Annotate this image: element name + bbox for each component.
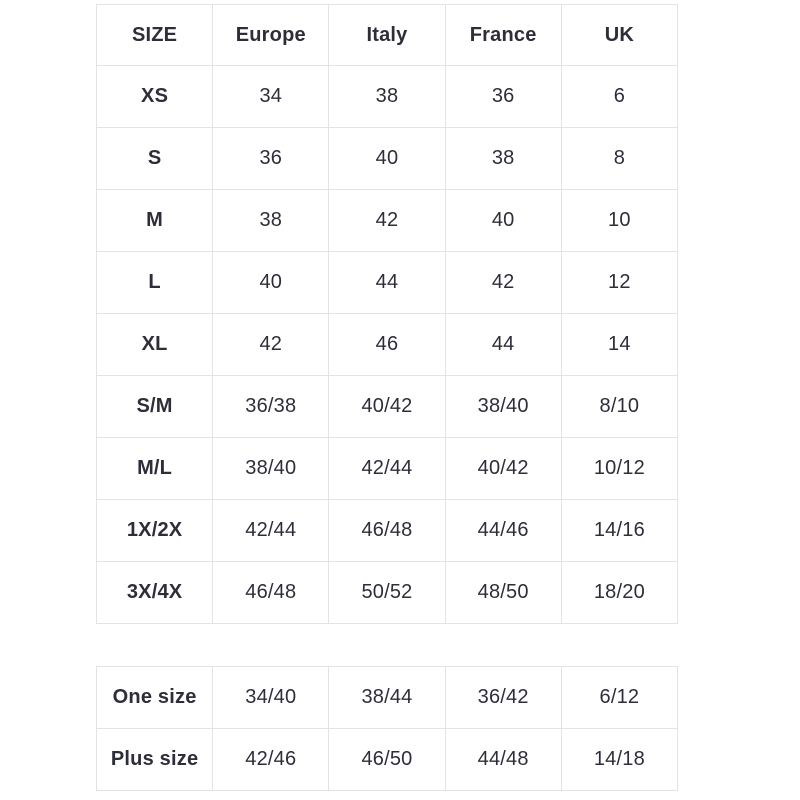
table-row-s [97, 128, 678, 190]
france-value: 38 [445, 128, 561, 190]
europe-value: 38/40 [213, 438, 329, 500]
italy-value: 38/44 [329, 667, 445, 729]
italy-value: 44 [329, 252, 445, 314]
size-label: S [97, 128, 213, 190]
france-value: 36/42 [445, 667, 561, 729]
column-header-europe: Europe [213, 5, 329, 66]
special-size-table [96, 666, 678, 791]
size-label: L [97, 252, 213, 314]
uk-value: 6 [561, 66, 677, 128]
table-row-3x4x [97, 562, 678, 624]
italy-value: 46 [329, 314, 445, 376]
column-header-uk: UK [561, 5, 677, 66]
size-label: Plus size [97, 729, 213, 791]
uk-value: 6/12 [561, 667, 677, 729]
europe-value: 38 [213, 190, 329, 252]
europe-value: 40 [213, 252, 329, 314]
uk-value: 14/16 [561, 500, 677, 562]
table-row-xl [97, 314, 678, 376]
size-label: 1X/2X [97, 500, 213, 562]
france-value: 38/40 [445, 376, 561, 438]
europe-value: 42 [213, 314, 329, 376]
size-label: One size [97, 667, 213, 729]
table-row-l [97, 252, 678, 314]
table-row-sm [97, 376, 678, 438]
europe-value: 34/40 [213, 667, 329, 729]
france-value: 36 [445, 66, 561, 128]
italy-value: 42/44 [329, 438, 445, 500]
europe-value: 34 [213, 66, 329, 128]
header-row [97, 5, 678, 66]
size-label: M [97, 190, 213, 252]
size-label: XS [97, 66, 213, 128]
france-value: 44/48 [445, 729, 561, 791]
size-label: M/L [97, 438, 213, 500]
special-size-table-container [96, 666, 678, 791]
table-row-ml [97, 438, 678, 500]
france-value: 44 [445, 314, 561, 376]
uk-value: 8/10 [561, 376, 677, 438]
europe-value: 46/48 [213, 562, 329, 624]
france-value: 44/46 [445, 500, 561, 562]
uk-value: 10/12 [561, 438, 677, 500]
europe-value: 36/38 [213, 376, 329, 438]
column-header-size: SIZE [97, 5, 213, 66]
italy-value: 38 [329, 66, 445, 128]
france-value: 48/50 [445, 562, 561, 624]
italy-value: 46/48 [329, 500, 445, 562]
main-size-table-container [96, 4, 678, 624]
italy-value: 46/50 [329, 729, 445, 791]
italy-value: 42 [329, 190, 445, 252]
uk-value: 12 [561, 252, 677, 314]
size-label: S/M [97, 376, 213, 438]
size-label: XL [97, 314, 213, 376]
uk-value: 8 [561, 128, 677, 190]
uk-value: 14/18 [561, 729, 677, 791]
size-conversion-table [96, 4, 678, 624]
italy-value: 40/42 [329, 376, 445, 438]
size-label: 3X/4X [97, 562, 213, 624]
france-value: 40 [445, 190, 561, 252]
table-row-xs [97, 66, 678, 128]
italy-value: 40 [329, 128, 445, 190]
table-row-m [97, 190, 678, 252]
uk-value: 14 [561, 314, 677, 376]
column-header-france: France [445, 5, 561, 66]
table-row-plus-size [97, 729, 678, 791]
europe-value: 42/46 [213, 729, 329, 791]
uk-value: 18/20 [561, 562, 677, 624]
france-value: 40/42 [445, 438, 561, 500]
column-header-italy: Italy [329, 5, 445, 66]
europe-value: 42/44 [213, 500, 329, 562]
europe-value: 36 [213, 128, 329, 190]
table-row-1x2x [97, 500, 678, 562]
france-value: 42 [445, 252, 561, 314]
table-row-one-size [97, 667, 678, 729]
italy-value: 50/52 [329, 562, 445, 624]
uk-value: 10 [561, 190, 677, 252]
